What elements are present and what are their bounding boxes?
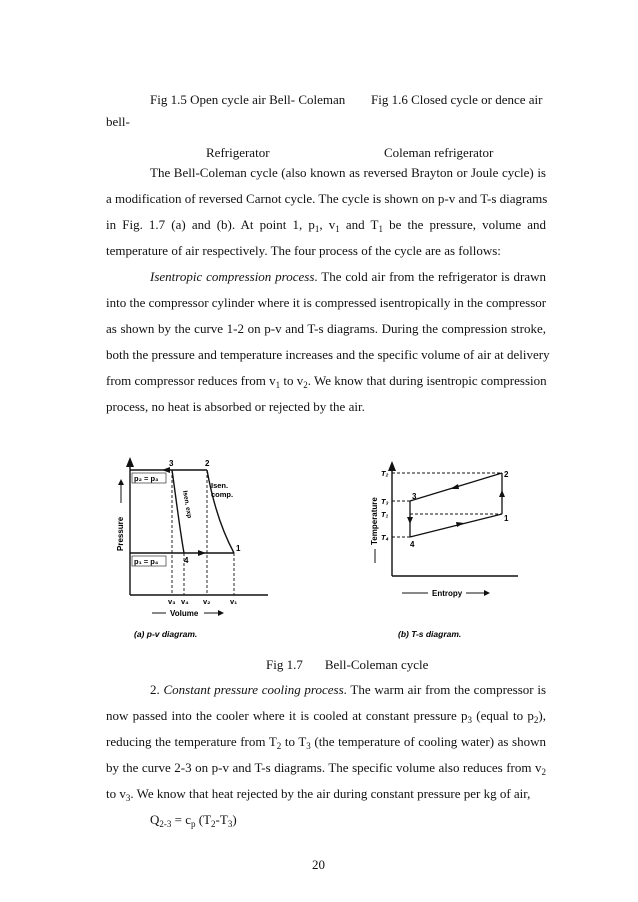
para3-line3: reducing the temperature from $T_2$ to $T_3$ (the temperature of cooling water) as shown (106, 734, 546, 751)
ts-t2: T₂ (381, 469, 389, 478)
fig-1-5-caption-cont: bell- (106, 114, 130, 129)
para1-line2: a modification of reversed Carnot cycle. The cycle is shown on p-v and T-s diagrams (106, 191, 548, 206)
fig-1-7-title: Bell-Coleman cycle (324, 657, 429, 672)
para1-line3: in Fig. 1.7 (a) and (b). At point 1, $p_1$, $v_1$ and $T_1$ be the pressure, volume and (106, 217, 547, 234)
ts-caption: (b) T-s diagram. (398, 629, 462, 639)
ts-t3: T₃ (381, 497, 389, 506)
fig-1-5-caption-refrigerator: Refrigerator (206, 145, 270, 160)
para1-line4: temperature of air respectively. The four process of the cycle are as follows: (106, 243, 501, 258)
para2-line5: from compressor reduces from $v_1$ to $v_2$. We know that during isentropic compression (106, 373, 547, 390)
pv-v1: v₁ (230, 597, 238, 606)
pv-p-top-label: p₂ = p₃ (134, 474, 159, 483)
pv-v4: v₄ (181, 597, 189, 606)
pv-xlabel: Volume (170, 609, 199, 618)
pv-ylabel: Pressure (116, 516, 125, 551)
pv-p-bottom-label: p₁ = p₄ (134, 557, 159, 566)
para2-line4: both the pressure and temperature increases and the specific volume of air at delivery (106, 347, 550, 362)
para3-line1: 2. Constant pressure cooling process. The warm air from the compressor is (150, 682, 547, 697)
equation-q23: $Q_{2-3} = c_p$ $(T_2-T_3)$ (150, 812, 237, 829)
fig-1-5-caption: Fig 1.5 Open cycle air Bell- Coleman (150, 92, 346, 107)
pv-point-4: 4 (184, 556, 189, 565)
pv-curve-3-4 (172, 470, 184, 553)
fig-1-6-caption: Fig 1.6 Closed cycle or dence air (371, 92, 543, 107)
fig-1-7-caption (266, 657, 428, 673)
para3-line4: by the curve 2-3 on p-v and T-s diagrams. The specific volume also reduces from $v_2$ (106, 760, 546, 777)
pv-point-2: 2 (205, 459, 210, 468)
fig-1-6-caption-cont: Coleman refrigerator (384, 145, 494, 160)
page-number: 20 (312, 857, 325, 872)
pv-v2: v₂ (203, 597, 211, 606)
fig-1-7-number: Fig 1.7 (266, 657, 303, 672)
para2-line2: into the compressor cylinder where it is compressed isentropically in the compressor (106, 295, 547, 310)
para2-line6: process, no heat is absorbed or rejected by the air. (106, 399, 365, 414)
pv-v3: v₃ (168, 597, 176, 606)
pv-point-1: 1 (236, 544, 241, 553)
pv-isen-comp-1: Isen. (211, 481, 229, 490)
ts-diagram (360, 453, 530, 653)
pv-isen-comp-2: comp. (211, 490, 234, 499)
pv-isen-exp: Isen. exp (181, 490, 193, 519)
ts-point-4: 4 (410, 540, 415, 549)
para2-line1: Isentropic compression process. The cold air from the refrigerator is drawn (150, 269, 547, 284)
ts-t4: T₄ (381, 533, 389, 542)
constant-pressure-cooling-heading: Constant pressure cooling process (163, 682, 344, 697)
ts-point-1: 1 (504, 514, 509, 523)
para1-line1: The Bell-Coleman cycle (also known as reversed Brayton or Joule cycle) is (150, 165, 546, 180)
pv-y-arrow (126, 457, 134, 467)
ts-curve-4-1 (410, 514, 502, 537)
ts-t1: T₁ (381, 510, 389, 519)
para2-line3: as shown by the curve 1-2 on p-v and T-s diagrams. During the compression stroke, (106, 321, 546, 336)
para3-line2: now passed into the cooler where it is cooled at constant pressure $p_3$ (equal to $p_2$), (106, 708, 547, 725)
ts-xlabel: Entropy (432, 589, 463, 598)
para3-line5: to $v_3$. We know that heat rejected by the air during constant pressure per kg of air, (106, 786, 531, 803)
pv-diagram (112, 453, 272, 653)
pv-caption: (a) p-v diagram. (134, 629, 198, 639)
ts-ylabel: Temperature (370, 497, 379, 545)
isentropic-compression-heading: Isentropic compression process (150, 269, 315, 284)
ts-point-2: 2 (504, 470, 509, 479)
ts-point-3: 3 (412, 492, 417, 501)
pv-point-3: 3 (169, 459, 174, 468)
